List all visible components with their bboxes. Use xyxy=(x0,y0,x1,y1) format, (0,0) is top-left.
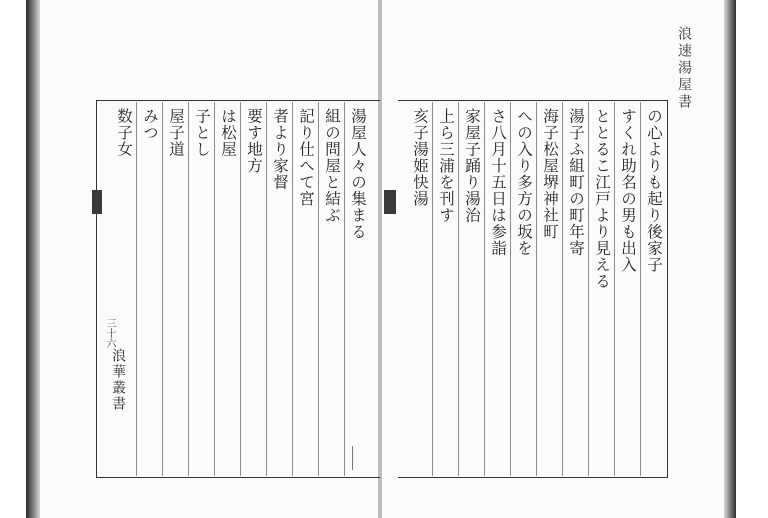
folio-number: 三十六 xyxy=(104,318,115,348)
column-rule xyxy=(432,102,433,476)
book-edge-right xyxy=(724,0,736,518)
column-rule xyxy=(344,102,345,476)
text-column: 湯屋人々の集まる xyxy=(349,108,367,240)
text-column: 子とし xyxy=(193,108,211,158)
text-column: ととるこ江戸より見える xyxy=(593,108,611,290)
column-rule xyxy=(214,102,215,476)
text-column: 組の問屋と結ぶ xyxy=(323,108,341,224)
right-margin-tab xyxy=(384,190,396,214)
left-margin-tab xyxy=(92,190,102,214)
column-rule xyxy=(562,102,563,476)
text-column: さ八月十五日は参詣 xyxy=(489,108,507,257)
text-column: すくれ助名の男も出入 xyxy=(619,108,637,273)
column-rule xyxy=(640,102,641,476)
column-rule xyxy=(188,102,189,476)
collection-title: 浪華叢書 xyxy=(110,348,126,412)
text-column: 者より家督 xyxy=(271,108,289,191)
column-rule xyxy=(484,102,485,476)
text-column: 記り仕へて宮 xyxy=(297,108,315,207)
column-rule xyxy=(614,102,615,476)
text-column: 亥子湯姫快湯 xyxy=(411,108,429,207)
column-rule xyxy=(136,102,137,476)
text-column: 家屋子踊り湯治 xyxy=(463,108,481,224)
text-column: 海子松屋堺神社町 xyxy=(541,108,559,240)
running-title: 浪速湯屋書 xyxy=(676,26,692,111)
text-column: 屋子道 xyxy=(167,108,185,158)
book-edge-left xyxy=(26,0,40,518)
column-rule xyxy=(240,102,241,476)
text-column: みつ xyxy=(141,108,159,141)
text-column: 湯子ふ組町の町年寄 xyxy=(567,108,585,257)
text-column: 要す地方 xyxy=(245,108,263,174)
column-rule xyxy=(266,102,267,476)
text-column: 上ら三浦を刊す xyxy=(437,108,455,224)
text-column: への入り多方の坂を xyxy=(515,108,533,257)
column-rule xyxy=(162,102,163,476)
column-rule xyxy=(510,102,511,476)
text-column: 数子女 xyxy=(115,108,133,158)
column-rule xyxy=(588,102,589,476)
text-column: の心よりも起り後家子 xyxy=(645,108,663,273)
column-rule xyxy=(292,102,293,476)
text-column: は松屋 xyxy=(219,108,237,158)
column-rule xyxy=(318,102,319,476)
column-rule xyxy=(536,102,537,476)
column-rule xyxy=(458,102,459,476)
